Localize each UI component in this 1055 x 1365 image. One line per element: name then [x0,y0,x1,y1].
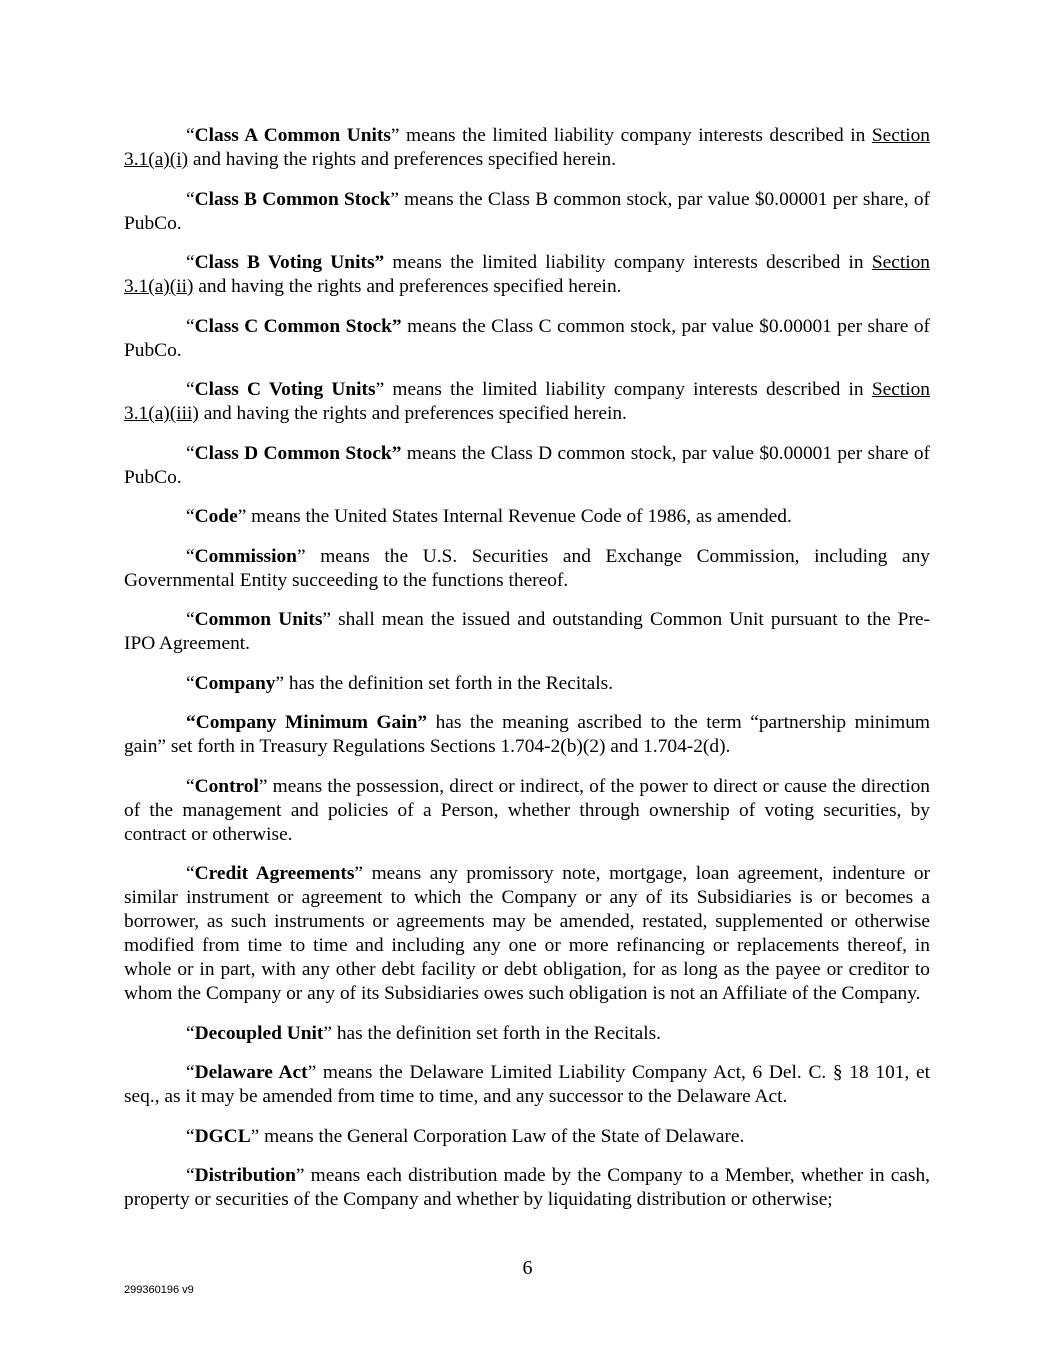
close-quote: ” [250,1125,260,1147]
defined-term: Distribution [194,1165,296,1186]
definitions-list [124,124,930,1228]
open-quote: “ [186,609,195,630]
defined-term: Class B Common Stock [194,188,391,210]
definition-company [124,672,930,696]
open-quote: “ [186,545,195,567]
definition-text: has the definition set forth in the Recitals. [331,1022,661,1044]
section-reference: Section 3.1(a)(i) [124,125,931,170]
defined-term: Credit Agreements [194,863,355,884]
definition-text: and having the rights and preferences specified herein. [188,149,617,170]
definition-text: means the Class B common stock, par value $0.00001 per share, of PubCo. [124,188,930,234]
definition-text: shall mean the issued and outstanding Common Unit pursuant to the Pre-IPO Agreement. [124,609,930,654]
open-quote: “ [186,1022,195,1044]
close-quote: ” [307,1062,317,1083]
definition-text: means the General Corporation Law of the State of Delaware. [259,1125,745,1147]
definition-text: means the Class D common stock, par value $0.00001 per share of PubCo. [124,442,930,488]
open-quote: “ [186,506,195,527]
defined-term: Commission [194,545,297,567]
defined-term: Delaware Act [194,1062,308,1083]
definition-decoupled-unit [124,1022,930,1046]
defined-term: Class C Common Stock” [194,315,402,337]
definition-text: means the Class C common stock, par value $0.00001 per share of PubCo. [124,315,930,361]
definition-delaware-act [124,1061,930,1109]
definition-text: and having the rights and preferences specified herein. [193,276,622,297]
close-quote: ” [323,1022,332,1044]
defined-term: Class B Voting Units” [194,252,385,273]
definition-class-a-common-units [124,124,930,172]
defined-term: Class C Voting Units [194,379,376,400]
close-quote: ” [237,506,247,527]
open-quote: “ [186,1062,195,1083]
defined-term: Class A Common Units [194,125,391,146]
definition-class-c-voting-units [124,378,930,426]
definition-credit-agreements [124,862,930,1006]
open-quote: “ [186,672,195,694]
definition-text: and having the rights and preferences specified herein. [198,403,627,424]
open-quote: “ [186,379,195,400]
definition-text: has the meaning ascribed to the term “partnership minimum gain” set forth in Treasury Regulations Sections 1.704-2(b)(2) and 1.704-2(d). [124,712,931,757]
definition-text: means the limited liability company interests described in [384,379,872,400]
defined-term: “Company Minimum Gain” [186,712,428,733]
definition-text: means any promissory note, mortgage, loan agreement, indenture or similar instrument or agreement to which the Company or any of its Subsidiaries is or becomes a borrower, as such instruments or agreements may be amended, restated, supplemented or otherwise modified from time to time and including any one or more refinancing or replacements thereof, in whole or in part, with any other debt facility or debt obligation, for as long as the payee or creditor to whom the Company or any of its Subsidiaries owes such obligation is not an Affiliate of the Company. [124,863,930,1004]
definition-text: means the U.S. Securities and Exchange Commission, including any Governmental Entity succeeding to the functions thereof. [124,545,930,591]
close-quote: ” [322,609,331,630]
close-quote: ” [375,379,385,400]
section-reference: Section 3.1(a)(ii) [124,252,931,297]
definition-class-b-voting-units [124,251,930,299]
definition-class-c-common-stock [124,315,930,363]
definition-class-b-common-stock [124,188,930,236]
defined-term: Class D Common Stock” [194,442,402,464]
definition-text: means the limited liability company interests described in [384,252,872,273]
defined-term: Code [194,506,238,527]
defined-term: Decoupled Unit [194,1022,324,1044]
open-quote: “ [186,125,195,146]
defined-term: DGCL [194,1125,251,1147]
open-quote: “ [186,188,195,210]
definition-distribution [124,1164,930,1212]
section-reference: Section 3.1(a)(iii) [124,379,930,424]
open-quote: “ [186,863,195,884]
definition-company-minimum-gain [124,711,930,759]
open-quote: “ [186,775,195,797]
definition-text: means each distribution made by the Company to a Member, whether in cash, property or securities of the Company and whether by liquidating distribution or otherwise; [124,1165,930,1210]
open-quote: “ [186,252,195,273]
page-number: 6 [522,1257,533,1279]
definition-commission [124,545,930,593]
defined-term: Company [194,672,276,694]
definition-common-units [124,608,930,656]
defined-term: Common Units [194,609,323,630]
definition-text: means the Delaware Limited Liability Company Act, 6 Del. C. § 18 101, et seq., as it may be amended from time to time, and any successor to the Delaware Act. [124,1062,930,1107]
close-quote: ” [390,125,400,146]
definition-code [124,505,930,529]
definition-dgcl [124,1125,930,1149]
definition-text: means the United States Internal Revenue Code of 1986, as amended. [246,506,792,527]
definition-text: means the limited liability company interests described in [399,125,872,146]
close-quote: ” [275,672,285,694]
definition-class-d-common-stock [124,442,930,490]
close-quote: ” [390,188,399,210]
open-quote: “ [186,315,195,337]
defined-term: Control [194,775,259,797]
definition-text: has the definition set forth in the Recitals. [284,672,614,694]
open-quote: “ [186,1125,195,1147]
definition-text: means the possession, direct or indirect, of the power to direct or cause the direction of the management and policies of a Person, whether through ownership of voting securities, by contract or otherwise. [124,775,930,845]
document-id: 299360196 v9 [124,1284,194,1296]
close-quote: ” [295,1165,305,1186]
close-quote: ” [258,775,268,797]
open-quote: “ [186,1165,195,1186]
close-quote: ” [296,545,306,567]
definition-control [124,775,930,847]
open-quote: “ [186,442,195,464]
close-quote: ” [354,863,363,884]
